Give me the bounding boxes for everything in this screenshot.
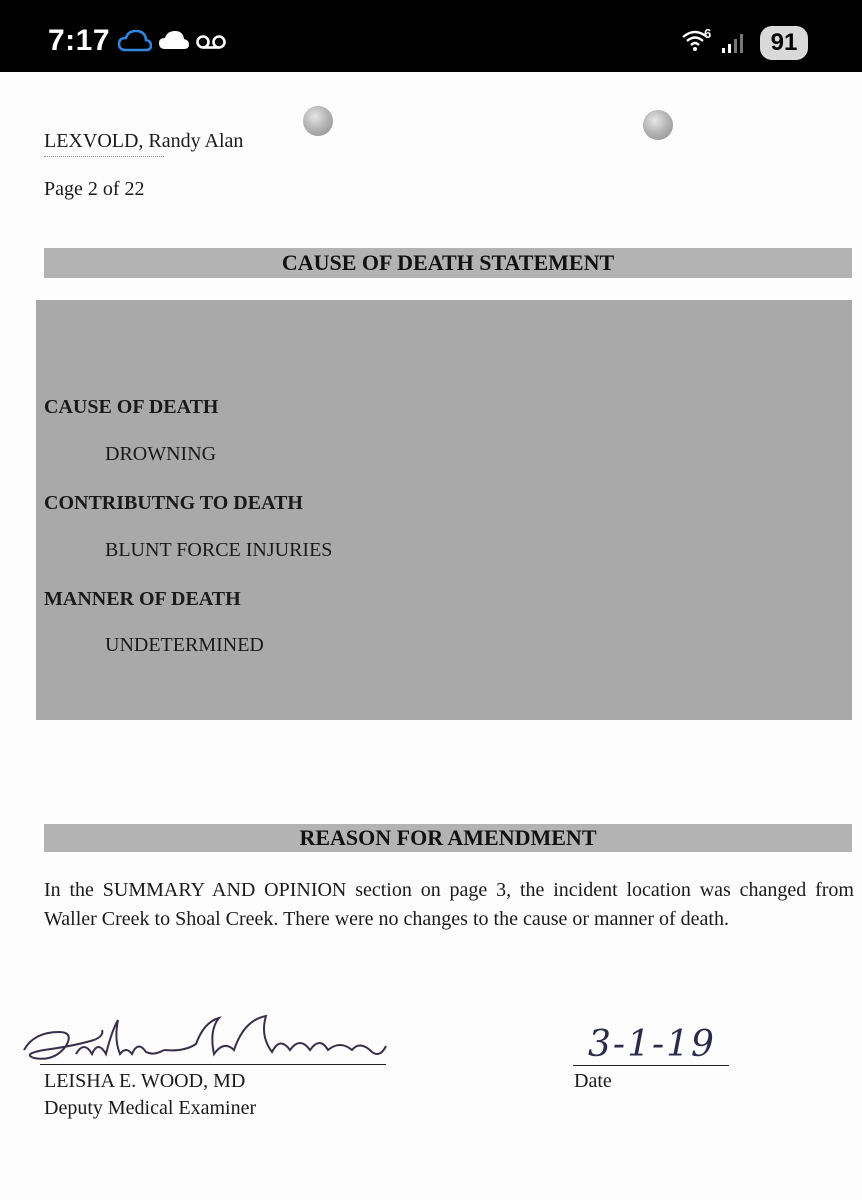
amendment-text: In the SUMMARY AND OPINION section on page 3, the incident location was changed from Waller Creek to Shoal Creek. There were no changes to the cause or manner of death. <box>44 879 854 930</box>
decedent-name: LEXVOLD, Randy Alan <box>44 130 244 152</box>
contributing-label: CONTRIBUTNG TO DEATH <box>44 492 303 514</box>
cause-section-title: CAUSE OF DEATH STATEMENT <box>44 248 852 278</box>
handwritten-signature <box>14 1010 394 1072</box>
battery-indicator: 91 <box>760 26 808 60</box>
signer-name: LEISHA E. WOOD, MD <box>44 1070 246 1092</box>
cause-label: CAUSE OF DEATH <box>44 396 219 418</box>
date-line <box>573 1065 729 1066</box>
document-page <box>0 72 862 1200</box>
manner-value: UNDETERMINED <box>105 634 264 656</box>
page-number: Page 2 of 22 <box>44 178 145 200</box>
amendment-section-title: REASON FOR AMENDMENT <box>44 824 852 852</box>
status-time: 7:17 <box>48 24 111 57</box>
cause-value: DROWNING <box>105 443 217 465</box>
signature-line <box>40 1064 386 1065</box>
date-label: Date <box>574 1070 612 1092</box>
cloud-icon <box>158 30 190 55</box>
signal-icon <box>722 33 746 58</box>
punch-hole <box>303 106 333 136</box>
redacted-line <box>44 156 164 165</box>
voicemail-icon <box>196 34 226 55</box>
wifi-label: 6 <box>704 26 712 41</box>
status-bar <box>0 0 862 72</box>
punch-hole <box>643 110 673 140</box>
manner-label: MANNER OF DEATH <box>44 588 241 610</box>
signer-title: Deputy Medical Examiner <box>44 1097 257 1119</box>
handwritten-date: 3-1-19 <box>588 1024 716 1065</box>
contributing-value: BLUNT FORCE INJURIES <box>105 539 333 561</box>
cloud-outline-icon <box>118 30 152 57</box>
